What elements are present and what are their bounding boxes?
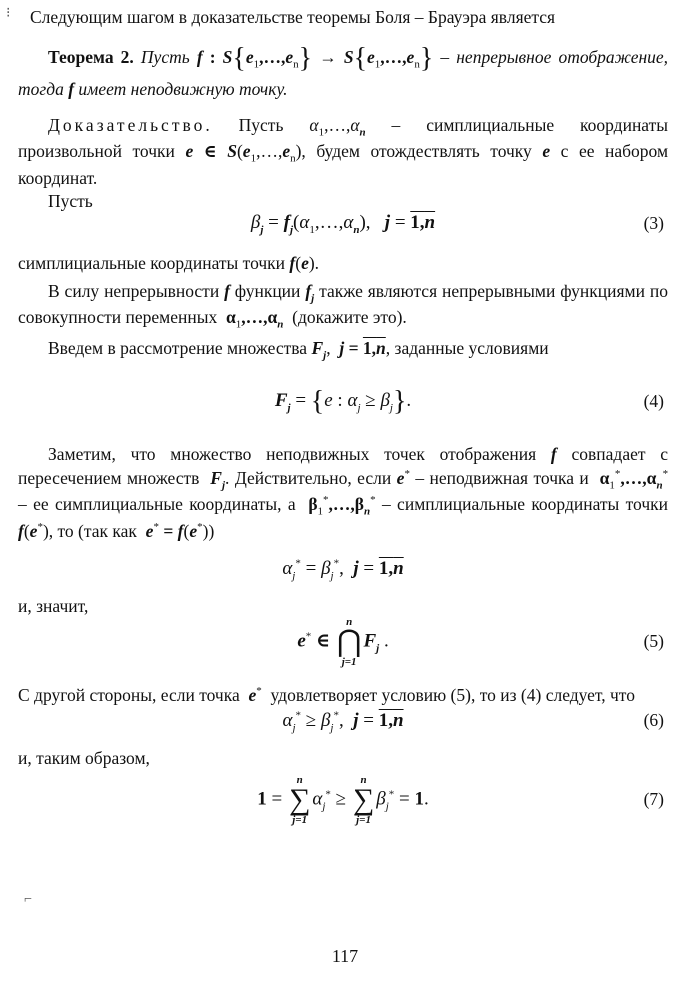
notice-paragraph: Заметим, что множество неподвижных точек отображения f совпадает с пересечением множеств $F_j$. Действительно, если e* – неподвижная точка и $\alpha_1^*,\dots,\alpha_n^*$ – ее симплициальные координаты, а $\beta_1^*,\dots,\beta_n^*$ – симплициальные координаты точки f(e*), то (так как e* = f(e*)) — [18, 444, 669, 541]
theorem-map: f — [196, 46, 203, 67]
equation-fixed: $\alpha_j^* = \beta_j^*$, j = 1,n — [282, 557, 404, 582]
margin-mark: ⁝ — [6, 6, 11, 21]
equation-3-number: (3) — [643, 213, 664, 234]
theorem-label: Теорема 2. — [48, 46, 134, 67]
equation-7: 1 = n ∑ j=1 $\alpha_j^*$ ≥ n ∑ j=1 $\beta_j^* = 1$. (7) — [257, 774, 664, 826]
and-so: и, значит, — [18, 596, 89, 617]
theorem-post2: имеет неподвижную точку. — [78, 78, 288, 99]
equation-5-number: (5) — [643, 631, 664, 652]
intro-line: Следующим шагом в доказательстве теоремы Боля – Брауэра является — [30, 7, 556, 27]
equation-4-number: (4) — [643, 391, 664, 412]
equation-4: $F_j = \{e$ : $\alpha_j \ge \beta_j$}. (4) — [274, 386, 664, 418]
continuity-paragraph: В силу непрерывности f функции $f_j$ также являются непрерывными функциями по совокупности переменных $\alpha_1,\dots,\alpha_n$ (докажите это). — [18, 280, 668, 331]
equation-7-number: (7) — [643, 789, 664, 810]
after-eq3: симплициальные координаты точки f(e). — [18, 252, 320, 273]
margin-mark-bottom: ⌐ — [24, 892, 32, 907]
equation-6: $\alpha_j^* \ge \beta_j^*$, j = 1,n (6) — [282, 709, 664, 734]
introduce-paragraph: Введем в рассмотрение множества $F_j$, j = 1,n, заданные условиями — [48, 337, 549, 362]
theorem-pre: Пусть — [140, 46, 190, 67]
let-word: Пусть — [48, 191, 93, 212]
theorem-post: – непрерывное отображение, тогда — [18, 46, 669, 99]
equation-6-number: (6) — [643, 710, 664, 731]
proof-paragraph: Доказательство. Пусть $\alpha_1,\dots,\alpha_n$ – симплициальные координаты произвольной точки e ∈ $S(e_1,\dots,e_n)$, будем отождествлять точку e с ее набором координат. — [18, 114, 669, 188]
equation-3: $\beta_j$ = $f_j(\alpha_1,\dots,\alpha_n)$, j = 1,n (3) — [250, 212, 664, 236]
page-number: 117 — [331, 946, 359, 966]
equation-5: e* ∈ n ⋂ j=1 $F_j$ . (5) — [297, 616, 664, 668]
other-side-paragraph: С другой стороны, если точка e* удовлетворяет условию (5), то из (4) следует, что — [18, 684, 635, 705]
proof-label: Доказательство. — [48, 114, 213, 135]
thus: и, таким образом, — [18, 748, 150, 769]
page-content — [18, 6, 668, 832]
theorem-2: Теорема 2. Пусть f : $S\{e_1,\dots,e_n\}$ → $S\{e_1,\dots,e_n\}$ – непрерывное отображение, тогда f имеет неподвижную точку. — [18, 42, 669, 99]
